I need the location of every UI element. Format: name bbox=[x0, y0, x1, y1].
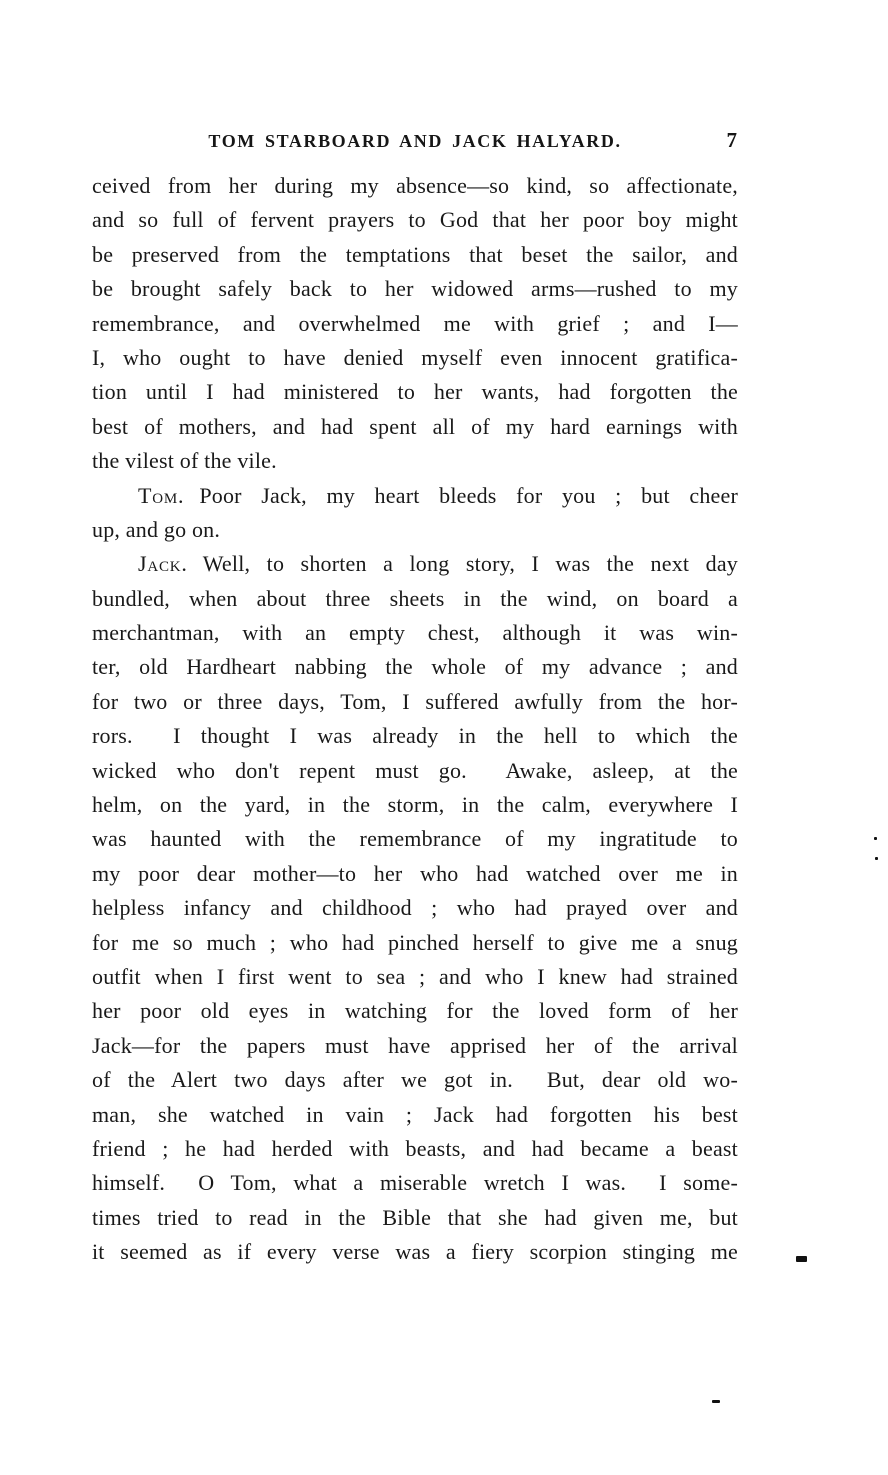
text-line: outfit when I first went to sea ; and who I knew had strained bbox=[92, 963, 738, 989]
text-line: friend ; he had herded with beasts, and had became a beast bbox=[92, 1135, 738, 1161]
speaker-name: Jack. bbox=[138, 551, 188, 577]
text-line: be brought safely back to her widowed arms—rushed to my bbox=[92, 276, 738, 302]
text-line: the vilest of the vile. bbox=[92, 448, 277, 474]
ink-speck bbox=[712, 1400, 720, 1403]
text-line: I, who ought to have denied myself even innocent gratifica- bbox=[92, 344, 738, 370]
text-line: merchantman, with an empty chest, although it was win- bbox=[92, 620, 738, 646]
text-line: times tried to read in the Bible that she had given me, but bbox=[92, 1204, 738, 1230]
text-line: bundled, when about three sheets in the wind, on board a bbox=[92, 585, 738, 611]
ink-speck bbox=[874, 837, 877, 840]
text-line: Jack. Well, to shorten a long story, I was the next day bbox=[138, 551, 738, 577]
text-line: wicked who don't repent must go. Awake, asleep, at the bbox=[92, 757, 738, 783]
text-line: tion until I had ministered to her wants, had forgotten the bbox=[92, 379, 738, 405]
text-line: himself. O Tom, what a miserable wretch I was. I some- bbox=[92, 1170, 738, 1196]
text-line: her poor old eyes in watching for the loved form of her bbox=[92, 998, 738, 1024]
text-line: for two or three days, Tom, I suffered awfully from the hor- bbox=[92, 688, 738, 714]
text-line: was haunted with the remembrance of my ingratitude to bbox=[92, 826, 738, 852]
speaker-name: Tom. bbox=[138, 482, 185, 508]
text-line: up, and go on. bbox=[92, 516, 221, 542]
page-header bbox=[92, 128, 738, 152]
text-line: be preserved from the temptations that beset the sailor, and bbox=[92, 241, 738, 267]
text-line: helm, on the yard, in the storm, in the calm, everywhere I bbox=[92, 792, 738, 818]
page-number: 7 bbox=[726, 128, 737, 152]
text-line: man, she watched in vain ; Jack had forgotten his best bbox=[92, 1101, 738, 1127]
text-line: Tom. Poor Jack, my heart bleeds for you ; but cheer bbox=[138, 482, 738, 508]
text-line: of the Alert two days after we got in. But, dear old wo- bbox=[92, 1067, 738, 1093]
ink-speck bbox=[875, 857, 878, 860]
text-line: ceived from her during my absence—so kind, so affectionate, bbox=[92, 173, 738, 198]
text-line: it seemed as if every verse was a fiery scorpion stinging me bbox=[92, 1239, 738, 1265]
page-body bbox=[92, 169, 738, 1270]
text-line: Jack—for the papers must have apprised her of the arrival bbox=[92, 1032, 738, 1058]
ink-speck bbox=[796, 1256, 807, 1262]
text-line: my poor dear mother—to her who had watched over me in bbox=[92, 860, 738, 886]
text-line: helpless infancy and childhood ; who had prayed over and bbox=[92, 895, 738, 921]
text-line: rors. I thought I was already in the hell to which the bbox=[92, 723, 738, 749]
running-title: TOM STARBOARD AND JACK HALYARD. bbox=[208, 131, 622, 151]
text-line: best of mothers, and had spent all of my hard earnings with bbox=[92, 413, 738, 439]
text-line: ter, old Hardheart nabbing the whole of my advance ; and bbox=[92, 654, 738, 680]
text-line: remembrance, and overwhelmed me with grief ; and I— bbox=[92, 310, 738, 336]
text-line: and so full of fervent prayers to God that her poor boy might bbox=[92, 207, 738, 233]
text-line: for me so much ; who had pinched herself to give me a snug bbox=[92, 929, 738, 955]
